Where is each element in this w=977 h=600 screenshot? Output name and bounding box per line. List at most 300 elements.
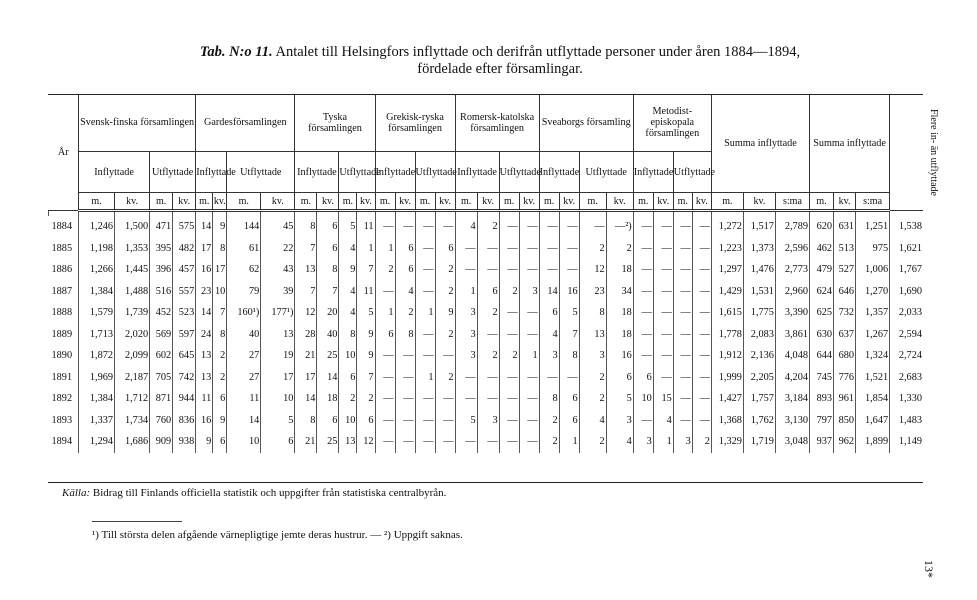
table-cell: — — [375, 345, 395, 367]
table-cell: 3 — [477, 410, 499, 432]
table-cell: — — [519, 367, 539, 389]
table-cell: 1,647 — [856, 410, 890, 432]
table-cell: 646 — [834, 281, 856, 303]
group-header-svensk-finska: Svensk-finska församlingen — [79, 94, 196, 152]
table-cell: 62 — [227, 259, 261, 281]
table-cell: 6 — [339, 367, 357, 389]
table-cell: 9 — [357, 324, 375, 346]
unit-header-cell: kv. — [357, 193, 375, 211]
table-cell: 1 — [375, 302, 395, 324]
table-cell: 2 — [477, 345, 499, 367]
table-cell: 1,384 — [79, 388, 115, 410]
table-cell: — — [519, 324, 539, 346]
unit-header-cell: kv. — [115, 193, 150, 211]
table-cell: 2 — [435, 324, 455, 346]
table-cell: 1,297 — [711, 259, 743, 281]
sub-header-inflyttade: Inflyttade — [455, 152, 499, 193]
table-cell: 1,353 — [115, 238, 150, 260]
table-cell: — — [673, 345, 692, 367]
table-cell: 2 — [339, 388, 357, 410]
table-cell: — — [415, 345, 435, 367]
unit-header-row — [49, 193, 924, 211]
table-cell: 4 — [606, 431, 633, 453]
table-cell: 8 — [317, 259, 339, 281]
table-cell: 1,719 — [743, 431, 775, 453]
table-cell: — — [395, 388, 415, 410]
table-cell: 34 — [606, 281, 633, 303]
table-cell: — — [579, 216, 606, 238]
table-cell: — — [653, 281, 673, 303]
year-cell: 1885 — [51, 242, 73, 254]
table-cell: 1,445 — [115, 259, 150, 281]
table-cell: 7 — [559, 324, 579, 346]
table-cell: 637 — [834, 324, 856, 346]
table-cell: — — [673, 388, 692, 410]
table-cell: 597 — [173, 324, 196, 346]
year-cell: 1893 — [51, 414, 73, 426]
year-cell: 1886 — [51, 264, 73, 276]
table-cell: 1,615 — [711, 302, 743, 324]
table-cell: 6 — [559, 410, 579, 432]
table-cell: 1,531 — [743, 281, 775, 303]
table-cell: 2,099 — [115, 345, 150, 367]
unit-header-cell: m. — [295, 193, 317, 211]
table-cell: — — [375, 281, 395, 303]
unit-header-cell: kv. — [213, 193, 227, 211]
table-cell: 19 — [261, 345, 295, 367]
table-cell: — — [633, 324, 653, 346]
table-cell: 11 — [357, 216, 375, 238]
table-cell: — — [539, 238, 559, 260]
table-cell: 2,724 — [890, 345, 923, 367]
unit-header-cell: kv. — [834, 193, 856, 211]
table-cell: 1,899 — [856, 431, 890, 453]
table-cell: — — [455, 388, 477, 410]
table-cell: 7 — [317, 281, 339, 303]
table-cell: 516 — [150, 281, 173, 303]
table-cell: — — [455, 367, 477, 389]
sub-header-utflyttade: Utflyttade — [499, 152, 539, 193]
sub-header-utflyttade: Utflyttade — [150, 152, 196, 193]
table-title — [60, 44, 940, 78]
table-cell: 25 — [317, 431, 339, 453]
table-cell: 527 — [834, 259, 856, 281]
table-cell: 2 — [435, 259, 455, 281]
table-cell: 8 — [339, 324, 357, 346]
table-cell: 975 — [856, 238, 890, 260]
table-cell: 4 — [653, 410, 673, 432]
table-cell: 6 — [606, 367, 633, 389]
table-cell: 22 — [261, 238, 295, 260]
table-cell: 3 — [519, 281, 539, 303]
table-cell: 2,033 — [890, 302, 923, 324]
table-cell: 4 — [339, 281, 357, 303]
table-cell: — — [519, 259, 539, 281]
table-row — [49, 431, 924, 453]
table-cell: 2 — [539, 431, 559, 453]
unit-header-cell: s:ma — [775, 193, 809, 211]
table-cell: — — [692, 345, 711, 367]
table-cell: 1,476 — [743, 259, 775, 281]
table-cell: 10 — [339, 345, 357, 367]
table-cell: — — [519, 431, 539, 453]
table-cell: — — [415, 281, 435, 303]
table-cell: 1 — [519, 345, 539, 367]
unit-header-cell: m. — [227, 193, 261, 211]
table-cell: 395 — [150, 238, 173, 260]
table-cell: 2,187 — [115, 367, 150, 389]
table-cell: 18 — [317, 388, 339, 410]
table-cell: 1,775 — [743, 302, 775, 324]
table-cell: 13 — [261, 324, 295, 346]
table-cell: — — [375, 388, 395, 410]
table-cell: — — [653, 367, 673, 389]
table-cell: 3,390 — [775, 302, 809, 324]
table-cell: 18 — [606, 324, 633, 346]
table-cell: 16 — [196, 259, 213, 281]
table-cell: — — [653, 302, 673, 324]
group-header-metodist: Metodist-episkopala församlingen — [633, 94, 711, 152]
table-cell: 6 — [261, 431, 295, 453]
unit-header-cell: kv. — [173, 193, 196, 211]
table-cell: 776 — [834, 367, 856, 389]
table-cell: 8 — [579, 302, 606, 324]
table-cell: 4 — [455, 216, 477, 238]
table-cell: 2,020 — [115, 324, 150, 346]
table-cell: 14 — [227, 410, 261, 432]
unit-header-cell: s:ma — [856, 193, 890, 211]
table-cell: 6 — [395, 238, 415, 260]
table-cell: 6 — [435, 238, 455, 260]
unit-header-cell: m. — [539, 193, 559, 211]
table-cell: 2 — [579, 367, 606, 389]
table-cell: — — [375, 431, 395, 453]
table-cell: 8 — [539, 388, 559, 410]
table-cell: 5 — [357, 302, 375, 324]
table-cell: 39 — [261, 281, 295, 303]
table-cell: 2 — [579, 388, 606, 410]
table-cell: 961 — [834, 388, 856, 410]
table-cell: 8 — [213, 324, 227, 346]
table-cell: — — [692, 216, 711, 238]
table-cell: 962 — [834, 431, 856, 453]
table-cell: 5 — [455, 410, 477, 432]
table-cell: 625 — [810, 302, 834, 324]
table-cell: 10 — [261, 388, 295, 410]
table-cell: 1,579 — [79, 302, 115, 324]
table-cell: — — [499, 238, 519, 260]
table-cell: 13 — [579, 324, 606, 346]
table-cell: 7 — [213, 302, 227, 324]
sub-header-inflyttade: Inflyttade — [633, 152, 673, 193]
table-cell: 523 — [173, 302, 196, 324]
table-cell: — — [499, 324, 519, 346]
table-cell: 6 — [477, 281, 499, 303]
page-number: 13* — [922, 560, 936, 578]
table-cell: 12 — [579, 259, 606, 281]
title-line-2: fördelade efter församlingar. — [417, 61, 583, 77]
table-cell: 937 — [810, 431, 834, 453]
table-cell: 14 — [539, 281, 559, 303]
table-cell: 6 — [317, 410, 339, 432]
table-cell: — — [435, 216, 455, 238]
unit-header-cell: m. — [579, 193, 606, 211]
table-cell: — — [375, 410, 395, 432]
table-cell: 2,773 — [775, 259, 809, 281]
unit-header-cell: m. — [415, 193, 435, 211]
table-row — [49, 388, 924, 410]
table-cell: 1,872 — [79, 345, 115, 367]
table-cell: 938 — [173, 431, 196, 453]
table-cell: 630 — [810, 324, 834, 346]
table-row — [49, 345, 924, 367]
table-cell: 61 — [227, 238, 261, 260]
table-cell: 2 — [499, 345, 519, 367]
unit-header-cell: m. — [375, 193, 395, 211]
table-cell: 11 — [196, 388, 213, 410]
table-cell: 2 — [692, 431, 711, 453]
table-cell: — — [673, 410, 692, 432]
table-cell: 1,854 — [856, 388, 890, 410]
table-cell: — — [395, 345, 415, 367]
table-cell: 5 — [339, 216, 357, 238]
table-cell: 631 — [834, 216, 856, 238]
unit-header-cell: m. — [810, 193, 834, 211]
table-cell: 2 — [213, 345, 227, 367]
table-cell: 2 — [477, 302, 499, 324]
table-cell: 2,083 — [743, 324, 775, 346]
table-cell: 177¹) — [261, 302, 295, 324]
table-cell: 4 — [539, 324, 559, 346]
table-cell: 797 — [810, 410, 834, 432]
year-cell: 1887 — [51, 285, 73, 297]
table-cell: — — [395, 367, 415, 389]
table-cell: 1,368 — [711, 410, 743, 432]
table-cell: — — [633, 302, 653, 324]
table-cell: 1 — [653, 431, 673, 453]
table-cell: 9 — [435, 302, 455, 324]
unit-header-cell: kv. — [317, 193, 339, 211]
table-cell: 5 — [261, 410, 295, 432]
table-cell: 13 — [196, 367, 213, 389]
table-cell: 1,330 — [890, 388, 923, 410]
table-cell: 1,429 — [711, 281, 743, 303]
unit-header-cell: m. — [339, 193, 357, 211]
table-cell: — — [633, 345, 653, 367]
table-cell: 21 — [295, 345, 317, 367]
table-cell: 4,048 — [775, 345, 809, 367]
table-cell: 1,373 — [743, 238, 775, 260]
table-cell: 745 — [810, 367, 834, 389]
group-header-grekisk-ryska: Grekisk-ryska församlingen — [375, 94, 455, 152]
table-cell: — — [692, 281, 711, 303]
table-cell: 1,294 — [79, 431, 115, 453]
table-cell: 1 — [415, 302, 435, 324]
table-cell: 1,521 — [856, 367, 890, 389]
table-cell: — — [559, 259, 579, 281]
table-cell: 575 — [173, 216, 196, 238]
table-cell: 10 — [339, 410, 357, 432]
year-cell: 1892 — [51, 393, 73, 405]
table-cell: 2 — [477, 216, 499, 238]
table-cell: 2 — [579, 431, 606, 453]
table-cell: — — [519, 302, 539, 324]
table-cell: — — [477, 431, 499, 453]
table-cell: — — [395, 410, 415, 432]
table-cell: 871 — [150, 388, 173, 410]
table-cell: 732 — [834, 302, 856, 324]
table-cell: 3 — [579, 345, 606, 367]
table-cell: 1 — [415, 367, 435, 389]
table-cell: 9 — [339, 259, 357, 281]
table-cell: 1,270 — [856, 281, 890, 303]
table-body — [49, 211, 924, 453]
table-cell: — — [633, 238, 653, 260]
table-cell: 1,357 — [856, 302, 890, 324]
table-cell: — — [673, 238, 692, 260]
unit-header-cell: kv. — [559, 193, 579, 211]
table-cell: 1,621 — [890, 238, 923, 260]
table-cell: 9 — [357, 345, 375, 367]
table-cell: 40 — [317, 324, 339, 346]
sub-header-inflyttade: Inflyttade — [539, 152, 579, 193]
table-cell: 6 — [633, 367, 653, 389]
table-cell: — — [477, 324, 499, 346]
table-number: Tab. N:o 11. — [199, 44, 273, 60]
table-cell: 1,483 — [890, 410, 923, 432]
table-cell: — — [375, 367, 395, 389]
table-cell: — — [499, 302, 519, 324]
table-cell: — — [633, 216, 653, 238]
table-cell: — — [673, 281, 692, 303]
table-cell: — — [415, 238, 435, 260]
table-cell: — — [673, 216, 692, 238]
table-cell: 513 — [834, 238, 856, 260]
table-cell: 16 — [559, 281, 579, 303]
table-cell: 10 — [213, 281, 227, 303]
table-cell: 43 — [261, 259, 295, 281]
table-cell: 24 — [196, 324, 213, 346]
table-cell: 6 — [357, 410, 375, 432]
table-cell: — — [653, 259, 673, 281]
table-cell: — — [653, 324, 673, 346]
year-cell: 1889 — [51, 328, 73, 340]
table-cell: — — [539, 259, 559, 281]
table-cell: 20 — [317, 302, 339, 324]
table-cell: 18 — [606, 302, 633, 324]
table-cell: 4 — [579, 410, 606, 432]
table-cell: 15 — [653, 388, 673, 410]
table-cell: 1,686 — [115, 431, 150, 453]
table-cell: — — [499, 388, 519, 410]
table-cell: 944 — [173, 388, 196, 410]
table-cell: — — [633, 259, 653, 281]
table-cell: 2 — [395, 302, 415, 324]
table-cell: 1,739 — [115, 302, 150, 324]
year-cell: 1894 — [51, 436, 73, 448]
table-cell: 1,517 — [743, 216, 775, 238]
table-cell: — — [499, 259, 519, 281]
table-cell: — — [415, 259, 435, 281]
table-cell: 8 — [295, 410, 317, 432]
table-cell: — — [499, 431, 519, 453]
table-cell: 2 — [375, 259, 395, 281]
table-cell: 7 — [295, 281, 317, 303]
table-cell: 10 — [227, 431, 261, 453]
table-cell: 13 — [339, 431, 357, 453]
table-cell: 396 — [150, 259, 173, 281]
table-cell: 645 — [173, 345, 196, 367]
year-cell: 1890 — [51, 350, 73, 362]
table-cell: 17 — [295, 367, 317, 389]
table-cell: 1 — [357, 238, 375, 260]
unit-header-cell: kv. — [395, 193, 415, 211]
table-cell: 836 — [173, 410, 196, 432]
table-cell: 4 — [339, 302, 357, 324]
unit-header-cell: m. — [633, 193, 653, 211]
table-cell: 1,969 — [79, 367, 115, 389]
unit-header-cell: kv. — [519, 193, 539, 211]
sub-header-utflyttade: Utflyttade — [673, 152, 711, 193]
table-cell: — — [673, 324, 692, 346]
table-cell: 620 — [810, 216, 834, 238]
table-cell: — — [653, 345, 673, 367]
unit-header-cell: kv. — [743, 193, 775, 211]
sub-header-utflyttade: Utflyttade — [415, 152, 455, 193]
table-cell: — — [455, 259, 477, 281]
table-cell: 3 — [455, 345, 477, 367]
table-cell: — — [415, 324, 435, 346]
table-cell: 1,149 — [890, 431, 923, 453]
table-cell: — — [435, 345, 455, 367]
table-cell: 6 — [213, 388, 227, 410]
table-cell: — — [673, 302, 692, 324]
table-cell: — — [692, 259, 711, 281]
table-cell: — — [395, 216, 415, 238]
table-cell: 1,246 — [79, 216, 115, 238]
group-header-sveaborg: Sveaborgs församling — [539, 94, 633, 152]
year-cell: 1884 — [51, 221, 73, 233]
table-cell: — — [692, 367, 711, 389]
table-cell: 3,048 — [775, 431, 809, 453]
table-cell: — — [499, 216, 519, 238]
source-label: Källa: — [62, 487, 91, 499]
table-cell: 40 — [227, 324, 261, 346]
table-cell: 1 — [455, 281, 477, 303]
table-cell: 3 — [455, 302, 477, 324]
table-cell: 1,757 — [743, 388, 775, 410]
table-row — [49, 259, 924, 281]
table-cell: 12 — [357, 431, 375, 453]
table-cell: 6 — [375, 324, 395, 346]
table-cell: 2,205 — [743, 367, 775, 389]
table-cell: 12 — [295, 302, 317, 324]
unit-header-cell: m. — [673, 193, 692, 211]
table-cell: 850 — [834, 410, 856, 432]
table-row — [49, 410, 924, 432]
title-line-1: Antalet till Helsingfors inflyttade och derifrån utflyttade personer under åren 1884—1894, — [275, 44, 801, 60]
table-cell: — — [692, 410, 711, 432]
table-cell: 1,500 — [115, 216, 150, 238]
table-cell: — — [375, 216, 395, 238]
table-cell: 1,734 — [115, 410, 150, 432]
table-cell: 5 — [606, 388, 633, 410]
table-cell: 3,130 — [775, 410, 809, 432]
table-cell: — — [519, 238, 539, 260]
table-cell: 4 — [395, 281, 415, 303]
table-cell: 1,427 — [711, 388, 743, 410]
table-cell: 471 — [150, 216, 173, 238]
